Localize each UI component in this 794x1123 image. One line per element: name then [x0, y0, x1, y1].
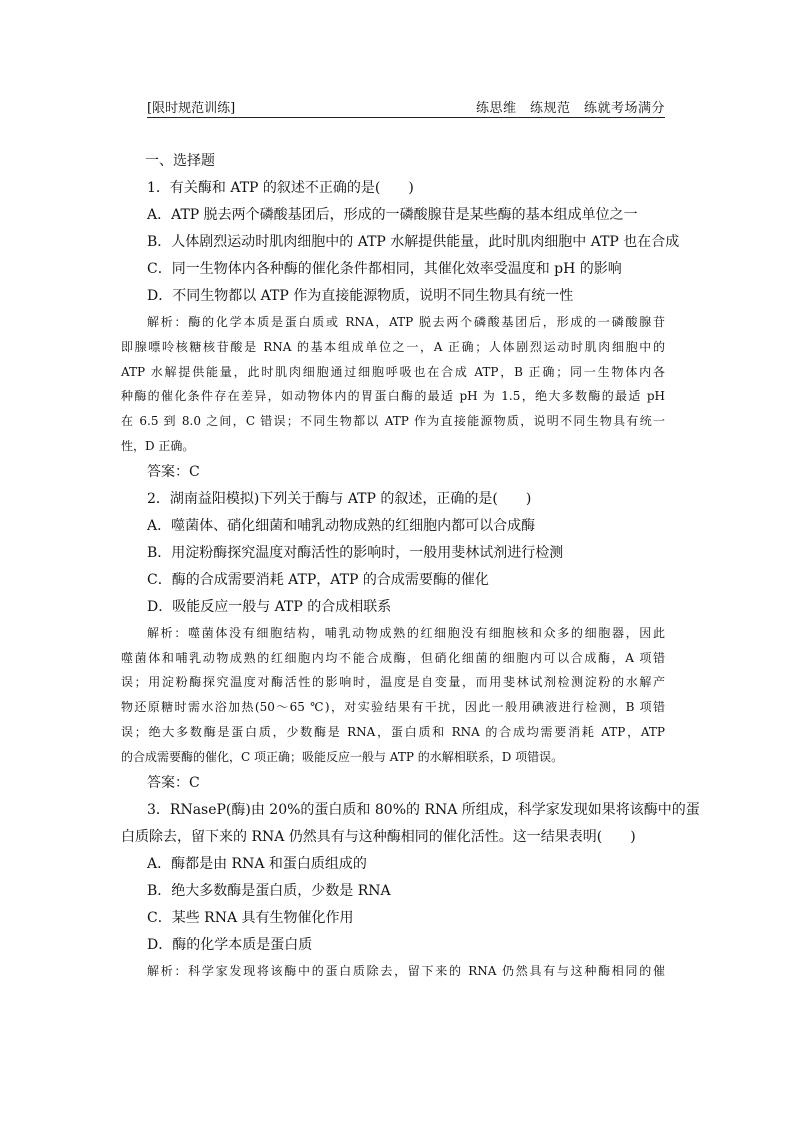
section-title: 一、选择题: [145, 153, 215, 169]
question-1: [121, 175, 680, 486]
option-a: A．ATP 脱去两个磷酸基团后，形成的一磷酸腺苷是某些酶的基本组成单位之一: [147, 207, 638, 223]
question-stem: 3．RNaseP(酶)由 20%的蛋白质和 80%的 RNA 所组成，科学家发现如果将该酶中的蛋: [147, 801, 700, 818]
question-stem: 1．有关酶和 ATP 的叙述不正确的是( ): [147, 180, 414, 196]
analysis-line: 即腺嘌呤核糖核苷酸是 RNA 的基本组成单位之一，A 正确；人体剧烈运动时肌肉细胞中的: [121, 339, 665, 354]
option-b: B．人体剧烈运动时肌肉细胞中的 ATP 水解提供能量，此时肌肉细胞中 ATP 也在合成: [147, 234, 680, 250]
question-3: [121, 797, 700, 984]
option-d: D．吸能反应一般与 ATP 的合成相联系: [147, 598, 392, 615]
analysis-line: 噬菌体和哺乳动物成熟的红细胞内均不能合成酶，但硝化细菌的细胞内可以合成酶，A 项错: [121, 650, 665, 665]
analysis-line: 解析：科学家发现将该酶中的蛋白质除去，留下来的 RNA 仍然具有与这种酶相同的催: [147, 963, 665, 978]
analysis-line: 误；绝大多数酶是蛋白质，少数酶是 RNA，蛋白质和 RNA 的合成均需要消耗 ATP，ATP: [121, 724, 665, 739]
analysis-line: 在 6.5 到 8.0 之间，C 错误；不同生物都以 ATP 作为直接能源物质，说明不同生物具有统一: [121, 414, 665, 429]
analysis-line: 物还原糖时需水浴加热(50～65 ℃)，对实验结果有干扰，因此一般用碘液进行检测，B 项错: [121, 700, 665, 715]
option-a: A．酶都是由 RNA 和蛋白质组成的: [147, 855, 367, 872]
answer: 答案：C: [147, 774, 200, 791]
header-left-label: [限时规范训练]: [147, 101, 236, 116]
analysis-line: ATP 水解提供能量，此时肌肉细胞通过细胞呼吸也在合成 ATP，B 正确；同一生物体内各: [121, 364, 665, 379]
analysis-line: 误；用淀粉酶探究温度对酶活性的影响时，温度是自变量，而用斐林试剂检测淀粉的水解产: [121, 675, 665, 690]
page-header: [147, 97, 665, 118]
question-stem: 2．湖南益阳模拟)下列关于酶与 ATP 的叙述，正确的是( ): [147, 490, 532, 507]
analysis-line: 性，D 正确。: [121, 438, 195, 453]
option-d: D．酶的化学本质是蛋白质: [147, 936, 313, 953]
analysis-line: 种酶的催化条件存在差异，如动物体内的胃蛋白酶的最适 pH 为 1.5，绝大多数酶的最适 pH: [121, 389, 665, 404]
option-c: C．某些 RNA 具有生物催化作用: [147, 909, 354, 926]
option-a: A．噬菌体、硝化细菌和哺乳动物成熟的红细胞内都可以合成酶: [147, 517, 536, 534]
header-slogan: 练思维 练规范 练就考场满分: [475, 101, 665, 116]
question-2: [121, 486, 665, 797]
option-c: C．同一生物体内各种酶的催化条件都相同，其催化效率受温度和 pH 的影响: [147, 261, 622, 277]
option-b: B．用淀粉酶探究温度对酶活性的影响时，一般用斐林试剂进行检测: [147, 544, 564, 561]
option-b: B．绝大多数酶是蛋白质，少数是 RNA: [147, 882, 391, 899]
option-d: D．不同生物都以 ATP 作为直接能源物质，说明不同生物具有统一性: [147, 288, 574, 304]
page-content: [121, 148, 700, 983]
analysis-line: 解析：酶的化学本质是蛋白质或 RNA，ATP 脱去两个磷酸基团后，形成的一磷酸腺苷: [147, 315, 665, 329]
question-stem: 白质除去，留下来的 RNA 仍然具有与这种酶相同的催化活性。这一结果表明( ): [121, 828, 636, 845]
analysis-line: 的合成需要酶的催化，C 项正确；吸能反应一般与 ATP 的水解相联系，D 项错误。: [121, 749, 564, 764]
analysis-line: 解析：噬菌体没有细胞结构，哺乳动物成熟的红细胞没有细胞核和众多的细胞器，因此: [147, 625, 665, 640]
answer: 答案：C: [147, 463, 200, 480]
option-c: C．酶的合成需要消耗 ATP，ATP 的合成需要酶的催化: [147, 571, 489, 588]
